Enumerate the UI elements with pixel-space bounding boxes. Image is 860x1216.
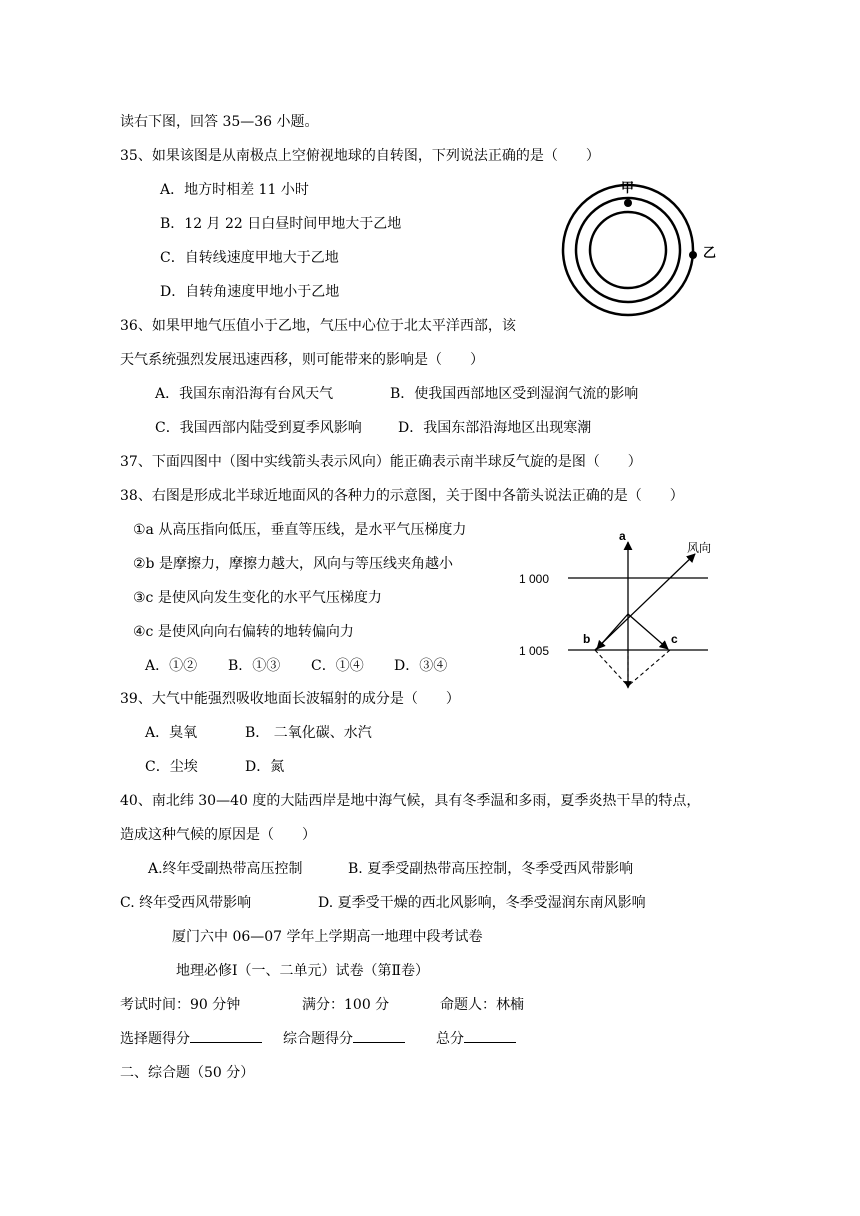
q40-stem-2: 造成这种气候的原因是（ ） [120, 827, 316, 843]
inner-circle [590, 212, 666, 288]
label-b: b [583, 632, 591, 646]
arrow-wind [595, 554, 695, 650]
q35-stem: 35、如果该图是从南极点上空俯视地球的自转图，下列说法正确的是（ ） [120, 148, 600, 164]
q36-stem-2: 天气系统强烈发展迅速西移，则可能带来的影响是（ ） [120, 352, 484, 368]
q38-statement-1: ①a 从高压指向低压，垂直等压线，是水平气压梯度力 [133, 522, 467, 538]
q39-option-c: C．尘埃 [145, 759, 198, 775]
isobar-1000-label: 1 000 [519, 572, 550, 586]
total-score-blank[interactable] [464, 1030, 516, 1043]
q35-option-c: C．自转线速度甲地大于乙地 [160, 250, 339, 266]
comp-score-row [283, 1030, 405, 1048]
q36-option-b: B．使我国西部地区受到湿润气流的影响 [390, 386, 639, 402]
q38-option-b: B．①③ [228, 658, 281, 674]
dashed-c-to-bottom [628, 650, 670, 686]
label-a: a [619, 529, 626, 543]
middle-circle [576, 198, 680, 302]
q38-statement-2: ②b 是摩擦力，摩擦力越大，风向与等压线夹角越小 [133, 556, 453, 572]
q38-statement-3: ③c 是使风向发生变化的水平气压梯度力 [133, 590, 382, 606]
comp-score-label: 综合题得分 [283, 1031, 353, 1047]
q40-stem-1: 40、南北纬 30—40 度的大陆西岸是地中海气候，具有冬季温和多雨，夏季炎热干旱的特点， [120, 793, 701, 809]
q38-option-a: A．①② [145, 658, 198, 674]
q39-option-b: B． 二氧化碳、水汽 [245, 725, 372, 741]
q35-option-d: D．自转角速度甲地小于乙地 [160, 284, 340, 300]
comp-score-blank[interactable] [353, 1030, 405, 1043]
arrow-b [597, 614, 628, 649]
q40-option-c: C. 终年受西风带影响 [120, 895, 252, 911]
section2-title: 二、综合题（50 分） [120, 1065, 255, 1081]
wind-force-figure [515, 528, 715, 693]
q39-option-a: A．臭氧 [145, 725, 198, 741]
q38-stem: 38、右图是形成北半球近地面风的各种力的示意图，关于图中各箭头说法正确的是（ ） [120, 488, 684, 504]
q38-option-d: D．③④ [394, 658, 448, 674]
q40-option-d: D. 夏季受干燥的西北风影响，冬季受湿润东南风影响 [318, 895, 646, 911]
choice-score-label: 选择题得分 [120, 1031, 190, 1047]
school-title: 厦门六中 06—07 学年上学期高一地理中段考试卷 [172, 929, 483, 945]
label-wind: 风向 [687, 541, 712, 555]
q40-option-a: A.终年受副热带高压控制 [148, 861, 303, 877]
q35-option-b: B．12 月 22 日白昼时间甲地大于乙地 [160, 216, 402, 232]
arrow-c [628, 614, 668, 649]
total-score-row [436, 1030, 516, 1048]
q39-stem: 39、大气中能强烈吸收地面长波辐射的成分是（ ） [120, 691, 460, 707]
q40-option-b: B. 夏季受副热带高压控制，冬季受西风带影响 [348, 861, 634, 877]
choice-score-row [120, 1030, 262, 1048]
q39-option-d: D．氮 [245, 759, 285, 775]
rotation-figure [555, 175, 730, 320]
label-jia: 甲 [621, 180, 635, 195]
label-c: c [671, 632, 678, 646]
total-score-label: 总分 [436, 1031, 464, 1047]
dashed-b-to-bottom [595, 650, 628, 686]
exam-time: 考试时间：90 分钟 [120, 997, 241, 1013]
q36-option-a: A．我国东南沿海有台风天气 [155, 386, 334, 402]
q38-option-c: C．①④ [311, 658, 364, 674]
point-yi [689, 251, 697, 259]
point-jia [624, 199, 632, 207]
q37-stem: 37、下面四图中（图中实线箭头表示风向）能正确表示南半球反气旋的是图（ ） [120, 454, 642, 470]
q36-option-d: D．我国东部沿海地区出现寒潮 [398, 420, 592, 436]
q38-statement-4: ④c 是使风向向右偏转的地转偏向力 [133, 624, 354, 640]
intro-text: 读右下图，回答 35—36 小题。 [120, 114, 319, 130]
isobar-1005-label: 1 005 [519, 644, 550, 658]
choice-score-blank[interactable] [190, 1030, 262, 1043]
paper-title: 地理必修Ⅰ（一、二单元）试卷（第Ⅱ卷） [176, 963, 430, 979]
full-score: 满分：100 分 [302, 997, 390, 1013]
q36-option-c: C．我国西部内陆受到夏季风影响 [155, 420, 362, 436]
q36-stem-1: 36、如果甲地气压值小于乙地，气压中心位于北太平洋西部，该 [120, 318, 516, 334]
q35-option-a: A．地方时相差 11 小时 [160, 182, 309, 198]
label-yi: 乙 [703, 245, 717, 260]
setter: 命题人：林楠 [440, 997, 524, 1013]
